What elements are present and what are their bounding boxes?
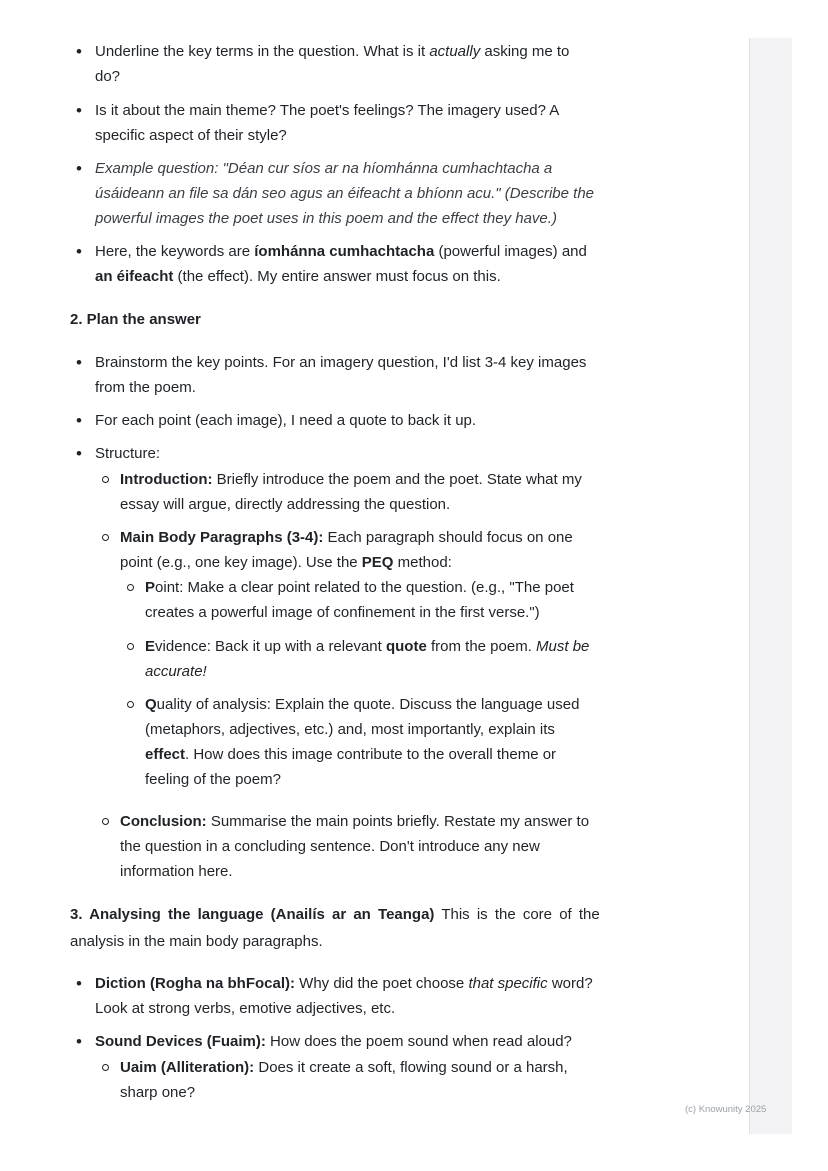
sub-list-item-cont: point (e.g., one key image). Use the PEQ method: xyxy=(120,554,452,571)
sub-sub-list-item: Quality of analysis: Explain the quote. Discuss the language used xyxy=(145,696,580,713)
circle-bullet-icon xyxy=(95,528,115,548)
circle-bullet-icon xyxy=(95,1058,115,1078)
sub-list-item-cont: the question in a concluding sentence. Don't introduce any new xyxy=(120,838,540,855)
paragraph-cont: analysis in the main body paragraphs. xyxy=(70,933,323,950)
bullet-icon xyxy=(69,159,89,180)
sub-list-item: Main Body Paragraphs (3-4): Each paragraph should focus on one xyxy=(120,529,573,546)
bullet-icon xyxy=(69,353,89,374)
copyright-footer: (c) Knowunity 2025 xyxy=(685,1104,767,1115)
bullet-icon xyxy=(69,974,89,995)
list-item: Here, the keywords are íomhánna cumhachtacha (powerful images) and xyxy=(95,243,587,260)
example-question: Example question: "Déan cur síos ar na híomhánna cumhachtacha a xyxy=(95,160,553,177)
page-margin-panel xyxy=(749,38,792,1134)
circle-bullet-icon xyxy=(120,578,140,598)
list-item: Structure: xyxy=(95,445,161,462)
sub-sub-list-item-cont: effect. How does this image contribute to the overall theme or xyxy=(145,746,557,763)
list-item: Is it about the main theme? The poet's feelings? The imagery used? A xyxy=(95,102,560,119)
bullet-icon xyxy=(69,242,89,263)
circle-bullet-icon xyxy=(120,637,140,657)
sub-sub-list-item: Evidence: Back it up with a relevant quote from the poem. Must be xyxy=(145,638,590,655)
bullet-icon xyxy=(69,101,89,122)
list-item-cont: from the poem. xyxy=(95,379,196,396)
list-item: Brainstorm the key points. For an imagery question, I'd list 3-4 key images xyxy=(95,354,587,371)
section-heading: 2. Plan the answer xyxy=(70,311,201,328)
sub-list-item-cont: essay will argue, directly addressing the question. xyxy=(120,496,451,513)
circle-bullet-icon xyxy=(95,470,115,490)
sub-list-item-cont: sharp one? xyxy=(120,1084,196,1101)
list-item-cont: do? xyxy=(95,68,121,85)
list-item: Underline the key terms in the question. What is it actually asking me to xyxy=(95,43,570,60)
sub-list-item-cont: information here. xyxy=(120,863,233,880)
sub-sub-list-item-cont: accurate! xyxy=(145,663,207,680)
sub-list-item: Conclusion: Summarise the main points briefly. Restate my answer to xyxy=(120,813,590,830)
bullet-icon xyxy=(69,42,89,63)
circle-bullet-icon xyxy=(95,812,115,832)
sub-sub-list-item-cont: (metaphors, adjectives, etc.) and, most importantly, explain its xyxy=(145,721,555,738)
bullet-icon xyxy=(69,1032,89,1053)
example-question-cont: powerful images the poet uses in this poem and the effect they have.) xyxy=(95,210,557,227)
example-question-cont: úsáideann an file sa dán seo agus an éifeacht a bhíonn acu." (Describe the xyxy=(95,185,594,202)
list-item: Sound Devices (Fuaim): How does the poem sound when read aloud? xyxy=(95,1033,572,1050)
bullet-icon xyxy=(69,411,89,432)
sub-sub-list-item: Point: Make a clear point related to the question. (e.g., "The poet xyxy=(145,579,574,596)
list-item: For each point (each image), I need a quote to back it up. xyxy=(95,412,477,429)
list-item-cont: specific aspect of their style? xyxy=(95,127,287,144)
sub-sub-list-item-cont: creates a powerful image of confinement in the first verse.") xyxy=(145,604,540,621)
list-item-cont: Look at strong verbs, emotive adjectives, etc. xyxy=(95,1000,396,1017)
bullet-icon xyxy=(69,444,89,465)
list-item-cont: an éifeacht (the effect). My entire answer must focus on this. xyxy=(95,268,501,285)
section-heading-paragraph: 3. Analysing the language (Anailís ar an Teanga) This is the core of the xyxy=(70,906,600,923)
circle-bullet-icon xyxy=(120,695,140,715)
sub-list-item: Introduction: Briefly introduce the poem and the poet. State what my xyxy=(120,471,582,488)
sub-list-item: Uaim (Alliteration): Does it create a soft, flowing sound or a harsh, xyxy=(120,1059,568,1076)
list-item: Diction (Rogha na bhFocal): Why did the poet choose that specific word? xyxy=(95,975,593,992)
sub-sub-list-item-cont: feeling of the poem? xyxy=(145,771,281,788)
